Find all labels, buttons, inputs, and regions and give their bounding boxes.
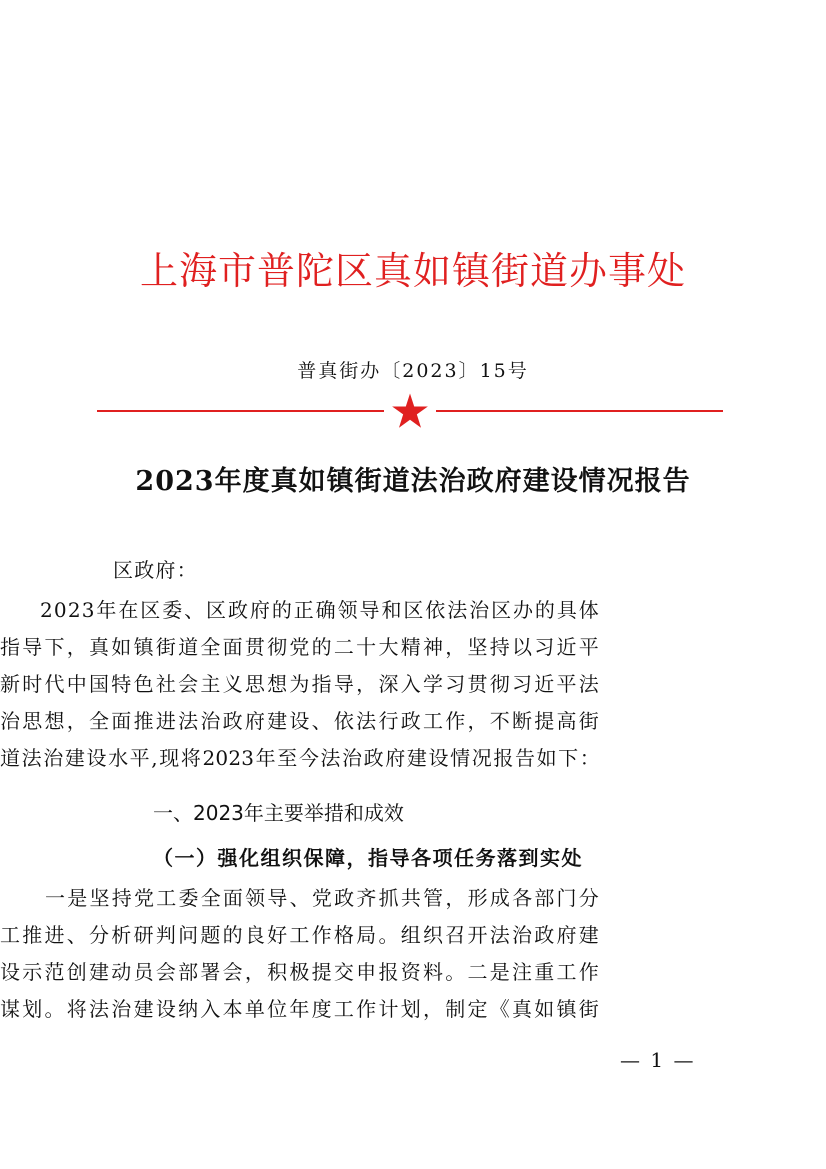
report-title: 2023年度真如镇街道法治政府建设情况报告 xyxy=(135,466,691,497)
paragraph-line: 道法治建设水平,现将2023年至今法治政府建设情况报告如下： xyxy=(0,746,600,770)
subsection-heading: （一）强化组织保障，指导各项任务落到实处 xyxy=(153,846,583,870)
issuer-title: 上海市普陀区真如镇街道办事处 xyxy=(139,249,686,293)
page-number: — 1 — xyxy=(620,1048,696,1072)
paragraph-line: 治思想，全面推进法治政府建设、依法行政工作，不断提高街 xyxy=(0,709,600,733)
red-divider-left xyxy=(97,410,384,412)
body-paragraph xyxy=(0,880,600,1028)
red-divider-right xyxy=(436,410,723,412)
paragraph-line: 新时代中国特色社会主义思想为指导，深入学习贯彻习近平法 xyxy=(0,672,600,696)
paragraph-line: 2023年在区委、区政府的正确领导和区依法治区办的具体 xyxy=(40,598,600,622)
paragraph-line: 设示范创建动员会部署会，积极提交申报资料。二是注重工作 xyxy=(0,960,600,984)
red-star-icon xyxy=(391,392,429,430)
intro-paragraph xyxy=(0,592,600,777)
paragraph-line: 谋划。将法治建设纳入本单位年度工作计划，制定《真如镇街 xyxy=(0,997,600,1021)
section-heading: 一、2023年主要举措和成效 xyxy=(153,801,404,825)
paragraph-line: 工推进、分析研判问题的良好工作格局。组织召开法治政府建 xyxy=(0,923,600,947)
salutation: 区政府： xyxy=(113,558,198,582)
paragraph-line: 指导下，真如镇街道全面贯彻党的二十大精神，坚持以习近平 xyxy=(0,635,600,659)
paragraph-line: 一是坚持党工委全面领导、党政齐抓共管，形成各部门分 xyxy=(45,886,600,910)
document-number: 普真街办〔2023〕15号 xyxy=(297,360,529,382)
